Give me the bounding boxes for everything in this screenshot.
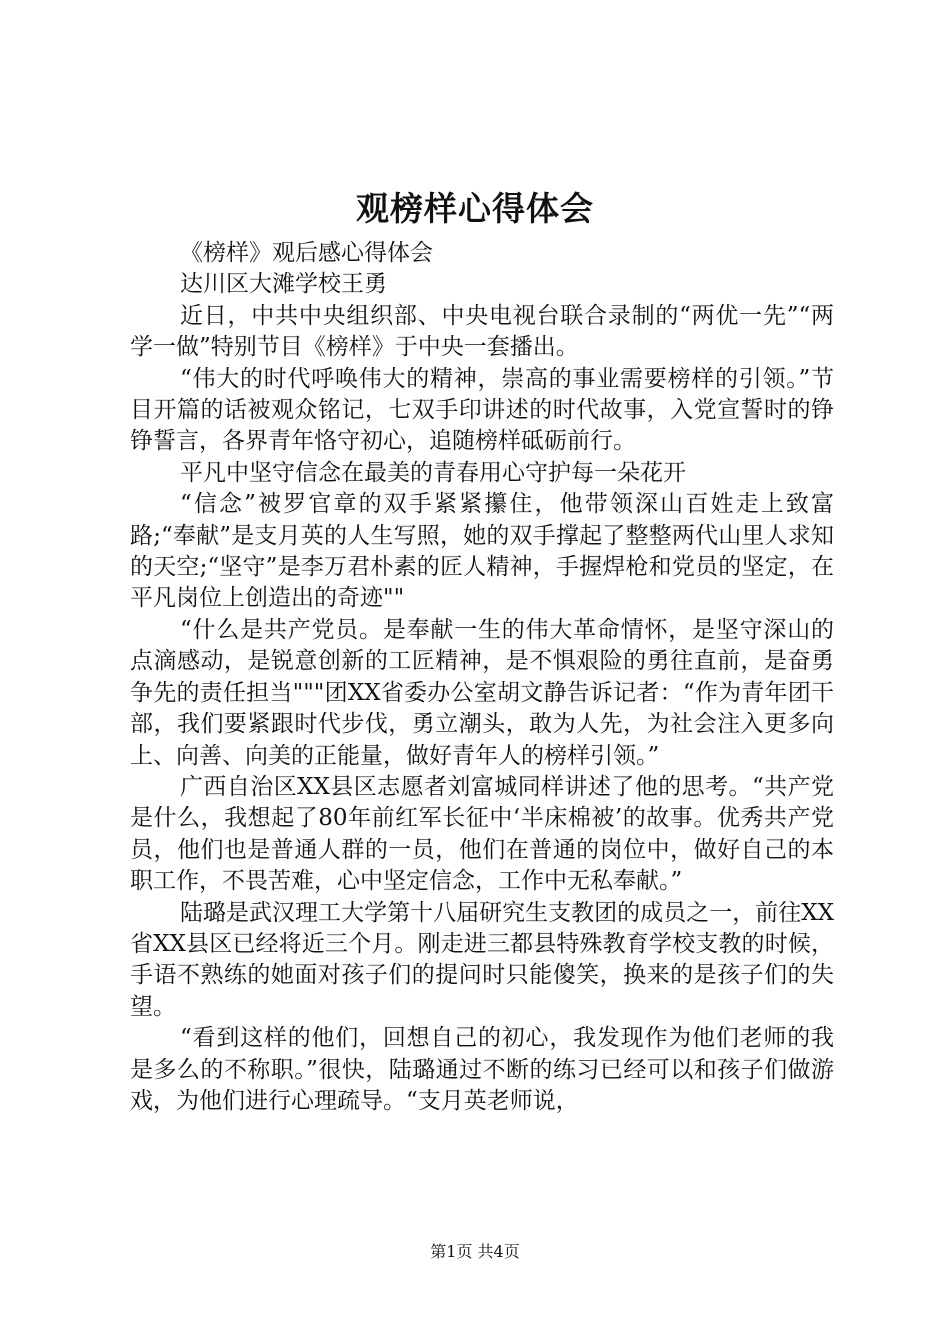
- paragraph: 近日，中共中央组织部、中央电视台联合录制的“两优一先”“两学一做”特别节目《榜样》于中央一套播出。: [130, 302, 834, 361]
- paragraph: 广西自治区XX县区志愿者刘富城同样讲述了他的思考。“共产党是什么，我想起了80年前红军长征中‘半床棉被’的故事。优秀共产党员，他们也是普通人群的一员，他们在普通的岗位中，做好自己的本职工作，不畏苦难，心中坚定信念，工作中无私奉献。”: [130, 773, 834, 895]
- paragraph: “看到这样的他们，回想自己的初心，我发现作为他们老师的我是多么的不称职。”很快，陆璐通过不断的练习已经可以和孩子们做游戏，为他们进行心理疏导。“支月英老师说，: [130, 1025, 834, 1114]
- paragraph-author: 达川区大滩学校王勇: [180, 271, 387, 298]
- document-body: [130, 238, 834, 1117]
- paragraph: “信念”被罗官章的双手紧紧攥住，他带领深山百姓走上致富路;“奉献”是支月英的人生写照，她的双手撑起了整整两代山里人求知的天空;“坚守”是李万君朴素的匠人精神，手握焊枪和党员的坚定，在平凡岗位上创造出的奇迹"": [130, 491, 834, 612]
- paragraph-subheading: 平凡中坚守信念在最美的青春用心守护每一朵花开: [180, 459, 686, 486]
- paragraph: 陆璐是武汉理工大学第十八届研究生支教团的成员之一，前往XX省XX县区已经将近三个月。刚走进三都县特殊教育学校支教的时候，手语不熟练的她面对孩子们的提问时只能傻笑，换来的是孩子们的失望。: [130, 899, 834, 1020]
- document-title: 观榜样心得体会: [356, 189, 594, 228]
- paragraph-subtitle: 《榜样》观后感心得体会: [180, 240, 433, 266]
- page-number-footer: 第1页 共4页: [430, 1242, 520, 1261]
- paragraph: “伟大的时代呼唤伟大的精神，崇高的事业需要榜样的引领。”节目开篇的话被观众铭记，七双手印讲述的时代故事，入党宣誓时的铮铮誓言，各界青年恪守初心，追随榜样砥砺前行。: [130, 365, 834, 455]
- paragraph: “什么是共产党员。是奉献一生的伟大革命情怀，是坚守深山的点滴感动，是锐意创新的工匠精神，是不惧艰险的勇往直前，是奋勇争先的责任担当"""团XX省委办公室胡文静告诉记者：“作为青年团干部，我们要紧跟时代步伐，勇立潮头，敢为人先，为社会注入更多向上、向善、向美的正能量，做好青年人的榜样引领。”: [130, 616, 834, 769]
